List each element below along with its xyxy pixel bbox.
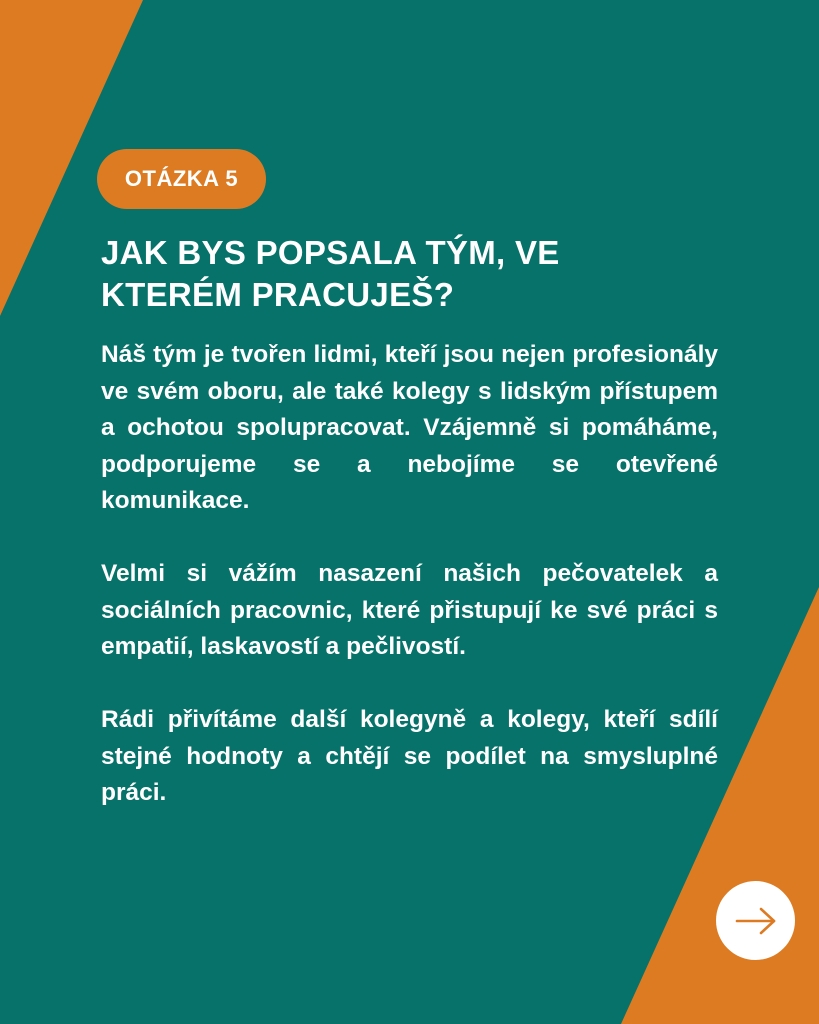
next-button[interactable]: [716, 881, 795, 960]
question-line-1: JAK BYS POPSALA TÝM, VE: [101, 234, 560, 271]
question-heading: [101, 232, 721, 316]
badge-label: OTÁZKA 5: [124, 166, 239, 191]
answer-paragraph: Náš tým je tvořen lidmi, kteří jsou nejen profesionály ve svém oboru, ale také kolegy s lidským přístupem a ochotou spolupracovat. Vzájemně si pomáháme, podporujeme se a nebojíme se otevřené komunikace.: [101, 341, 718, 514]
answer-paragraph: Velmi si vážím nasazení našich pečovatelek a sociálních pracovnic, které přistupují ke své práci s empatií, laskavostí a pečlivostí.: [101, 560, 718, 660]
question-number-badge: [97, 149, 266, 209]
answer-paragraph: Rádi přivítáme další kolegyně a kolegy, kteří sdílí stejné hodnoty a chtějí se podílet na smysluplné práci.: [101, 706, 718, 806]
arrow-right-icon: [734, 906, 778, 936]
question-line-2: KTERÉM PRACUJEŠ?: [101, 276, 455, 313]
answer-text: [101, 337, 718, 812]
